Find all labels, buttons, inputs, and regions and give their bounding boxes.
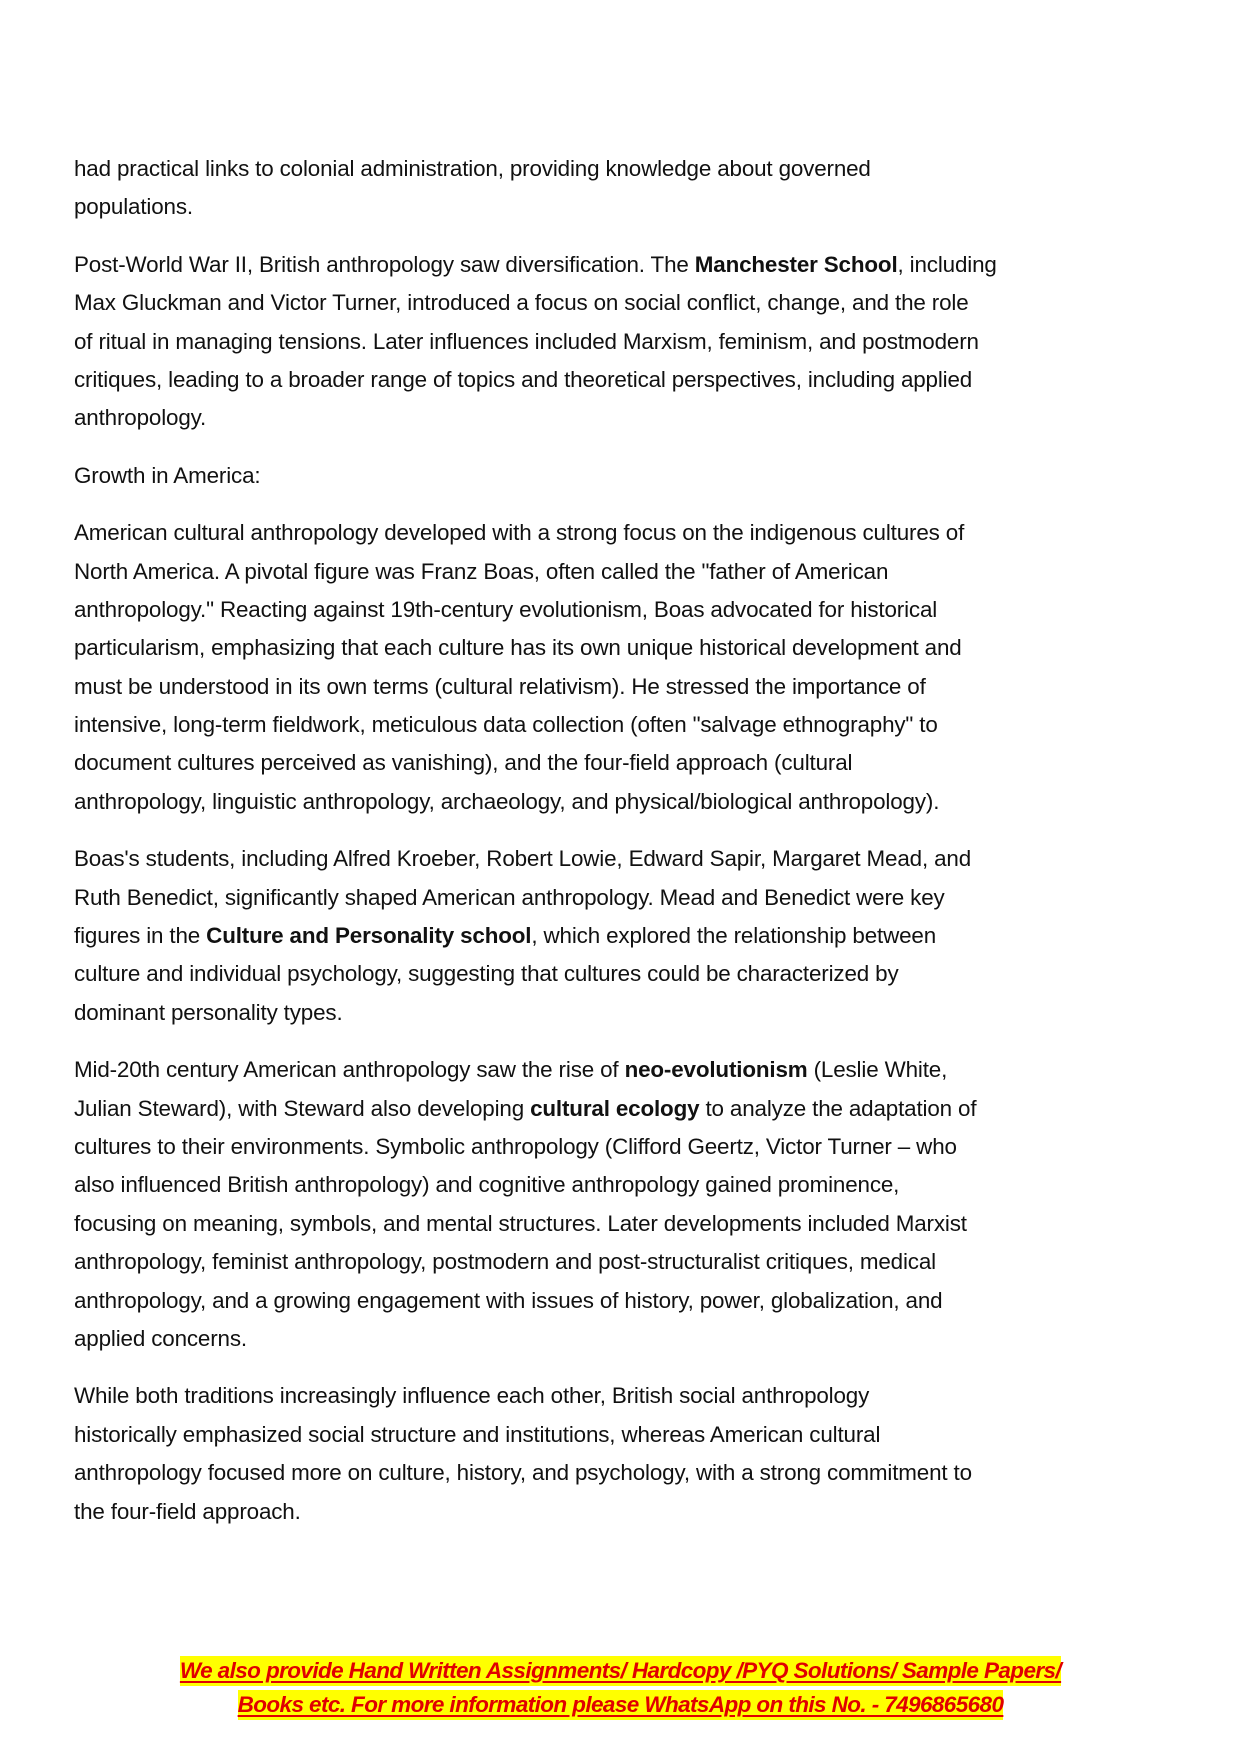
text-line <box>74 361 1184 399</box>
text-line <box>74 514 1184 552</box>
text-line <box>74 246 1184 284</box>
document-body <box>74 150 1184 1550</box>
text-line <box>74 1051 1184 1089</box>
text-run: critiques, leading to a broader range of topics and theoretical perspectives, including applied <box>74 366 973 392</box>
text-line <box>74 553 1184 591</box>
text-run: North America. A pivotal figure was Franz Boas, often called the "father of American <box>74 558 889 584</box>
text-line <box>74 1243 1184 1281</box>
text-line <box>74 1454 1184 1492</box>
paragraph <box>74 246 1184 438</box>
text-run: cultures to their environments. Symbolic anthropology (Clifford Geertz, Victor Turner – who <box>74 1133 957 1159</box>
text-run: the four-field approach. <box>74 1498 301 1524</box>
text-line <box>74 706 1184 744</box>
promo-footer <box>0 1654 1241 1722</box>
text-line <box>74 1377 1184 1415</box>
text-run: Max Gluckman and Victor Turner, introduced a focus on social conflict, change, and the role <box>74 290 969 316</box>
text-run: anthropology focused more on culture, history, and psychology, with a strong commitment to <box>74 1460 972 1486</box>
text-line <box>74 188 1184 226</box>
text-run: Ruth Benedict, significantly shaped American anthropology. Mead and Benedict were key <box>74 884 945 910</box>
text-line <box>74 783 1184 821</box>
text-line <box>74 879 1184 917</box>
section-heading <box>74 457 1184 495</box>
text-run: populations. <box>74 194 193 220</box>
bold-term: neo-evolutionism <box>624 1057 808 1083</box>
text-run: Post-World War II, British anthropology saw diversification. The <box>74 251 695 277</box>
text-run: American cultural anthropology developed with a strong focus on the indigenous cultures of <box>74 520 965 546</box>
text-line <box>74 1205 1184 1243</box>
text-line <box>74 284 1184 322</box>
text-run: also influenced British anthropology) and cognitive anthropology gained prominence, <box>74 1172 900 1198</box>
promo-line-2: Books etc. For more information please WhatsApp on this No. - 7496865680 <box>238 1690 1004 1720</box>
text-line <box>74 1493 1184 1531</box>
text-line <box>74 150 1184 188</box>
text-line <box>74 591 1184 629</box>
text-run: had practical links to colonial administration, providing knowledge about governed <box>74 156 871 181</box>
promo-line-1: We also provide Hand Written Assignments/ Hardcopy /PYQ Solutions/ Sample Papers/ <box>180 1656 1061 1686</box>
text-run: anthropology." Reacting against 19th-century evolutionism, Boas advocated for historical <box>74 596 938 622</box>
text-line <box>74 399 1184 437</box>
text-run: Boas's students, including Alfred Kroeber, Robert Lowie, Edward Sapir, Margaret Mead, and <box>74 846 972 872</box>
paragraph <box>74 1377 1184 1531</box>
text-line <box>74 840 1184 878</box>
text-run: dominant personality types. <box>74 999 343 1025</box>
text-line <box>74 323 1184 361</box>
text-run: must be understood in its own terms (cultural relativism). He stressed the importance of <box>74 673 926 699</box>
text-line <box>74 955 1184 993</box>
paragraph <box>74 514 1184 821</box>
text-run: applied concerns. <box>74 1325 247 1351</box>
text-line <box>74 1282 1184 1320</box>
paragraph <box>74 1051 1184 1358</box>
text-run: anthropology, feminist anthropology, postmodern and post-structuralist critiques, medical <box>74 1249 936 1275</box>
text-run: Julian Steward), with Steward also developing <box>74 1095 531 1121</box>
text-line <box>74 1090 1184 1128</box>
text-line <box>74 1320 1184 1358</box>
bold-term: Manchester School <box>694 251 898 277</box>
text-run: anthropology, linguistic anthropology, archaeology, and physical/biological anthropology). <box>74 788 940 814</box>
paragraph <box>74 150 1184 227</box>
text-line <box>74 744 1184 782</box>
text-run: figures in the <box>74 923 207 949</box>
text-run: , including <box>897 251 997 277</box>
text-run: , which explored the relationship between <box>531 923 936 949</box>
text-line <box>74 1416 1184 1454</box>
text-run: anthropology, and a growing engagement with issues of history, power, globalization, and <box>74 1287 943 1313</box>
text-run: document cultures perceived as vanishing), and the four-field approach (cultural <box>74 750 853 776</box>
text-run: historically emphasized social structure and institutions, whereas American cultural <box>74 1421 881 1447</box>
text-line <box>74 1166 1184 1204</box>
text-line <box>74 917 1184 955</box>
text-run: anthropology. <box>74 405 207 431</box>
text-run: focusing on meaning, symbols, and mental structures. Later developments included Marxist <box>74 1210 967 1236</box>
text-run: intensive, long-term fieldwork, meticulous data collection (often "salvage ethnography" to <box>74 712 938 738</box>
text-run: to analyze the adaptation of <box>699 1095 977 1121</box>
text-run: (Leslie White, <box>807 1057 948 1083</box>
text-line <box>74 457 1184 495</box>
text-run: Mid-20th century American anthropology saw the rise of <box>74 1057 625 1083</box>
paragraph <box>74 840 1184 1032</box>
text-line <box>74 1128 1184 1166</box>
text-line <box>74 668 1184 706</box>
bold-term: cultural ecology <box>530 1095 700 1121</box>
text-run: particularism, emphasizing that each culture has its own unique historical development and <box>74 635 962 661</box>
bold-term: Culture and Personality school <box>206 923 532 949</box>
text-run: of ritual in managing tensions. Later influences included Marxism, feminism, and postmodern <box>74 328 979 354</box>
text-line <box>74 994 1184 1032</box>
text-run: While both traditions increasingly influence each other, British social anthropology <box>74 1383 870 1409</box>
text-line <box>74 629 1184 667</box>
text-run: culture and individual psychology, suggesting that cultures could be characterized by <box>74 961 899 987</box>
text-run: Growth in America: <box>74 462 261 488</box>
